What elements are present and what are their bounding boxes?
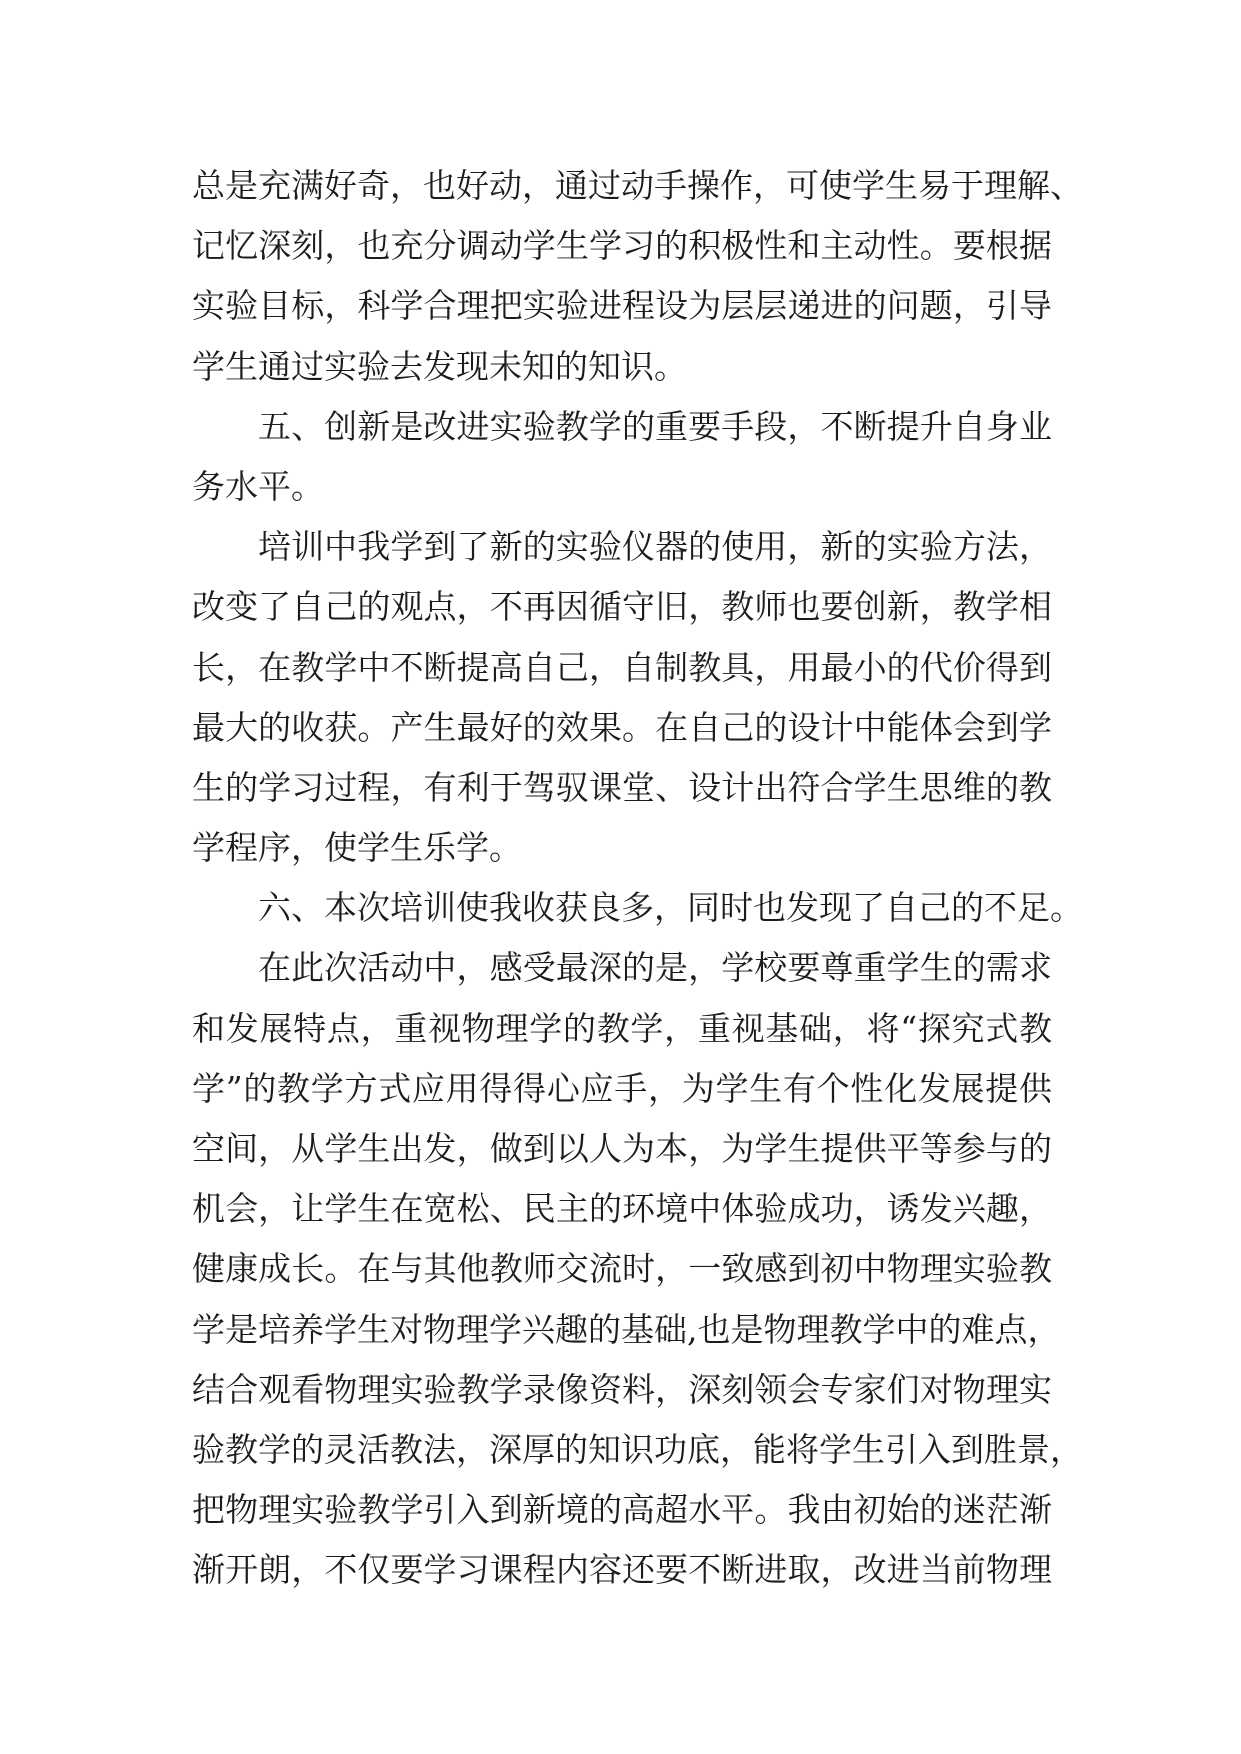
text-line: 总是充满好奇，也好动，通过动手操作，可使学生易于理解、	[192, 166, 1083, 205]
text-line: 学是培养学生对物理学兴趣的基础,也是物理教学中的难点，	[192, 1309, 1061, 1349]
section-heading-line: 六、本次培训使我收获良多，同时也发现了自己的不足。	[258, 888, 1083, 928]
text-line: 健康成长。在与其他教师交流时，一致感到初中物理实验教	[192, 1249, 1052, 1289]
section-heading-line: 五、创新是改进实验教学的重要手段，不断提升自身业	[258, 406, 1052, 446]
text-line: 渐开朗，不仅要学习课程内容还要不断进取，改进当前物理	[192, 1550, 1052, 1590]
text-line: 学生通过实验去发现未知的知识。	[192, 346, 687, 386]
text-line: 改变了自己的观点，不再因循守旧，教师也要创新，教学相	[192, 587, 1052, 627]
text-line: 和发展特点，重视物理学的教学，重视基础，将“探究式教	[192, 1008, 1052, 1048]
text-line: 把物理实验教学引入到新境的高超水平。我由初始的迷茫渐	[192, 1490, 1052, 1530]
section-heading-line: 务水平。	[192, 466, 324, 506]
text-line: 长，在教学中不断提高自己，自制教具，用最小的代价得到	[192, 647, 1052, 687]
text-line: 结合观看物理实验教学录像资料，深刻领会专家们对物理实	[192, 1369, 1052, 1409]
text-line: 机会，让学生在宽松、民主的环境中体验成功，诱发兴趣，	[192, 1189, 1052, 1229]
text-line: 空间，从学生出发，做到以人为本，为学生提供平等参与的	[192, 1129, 1052, 1168]
text-line: 实验目标，科学合理把实验进程设为层层递进的问题，引导	[192, 286, 1052, 326]
text-line: 在此次活动中，感受最深的是，学校要尊重学生的需求	[258, 948, 1052, 988]
text-line: 培训中我学到了新的实验仪器的使用，新的实验方法，	[258, 527, 1052, 567]
text-line: 学”的教学方式应用得得心应手，为学生有个性化发展提供	[192, 1068, 1052, 1108]
text-line: 记忆深刻，也充分调动学生学习的积极性和主动性。要根据	[192, 226, 1052, 266]
text-line: 生的学习过程，有利于驾驭课堂、设计出符合学生思维的教	[192, 767, 1052, 807]
text-line: 验教学的灵活教法，深厚的知识功底，能将学生引入到胜景，	[192, 1429, 1083, 1469]
document-body	[192, 156, 1083, 1601]
text-line: 最大的收获。产生最好的效果。在自己的设计中能体会到学	[192, 707, 1052, 747]
text-line: 学程序，使学生乐学。	[192, 828, 522, 868]
